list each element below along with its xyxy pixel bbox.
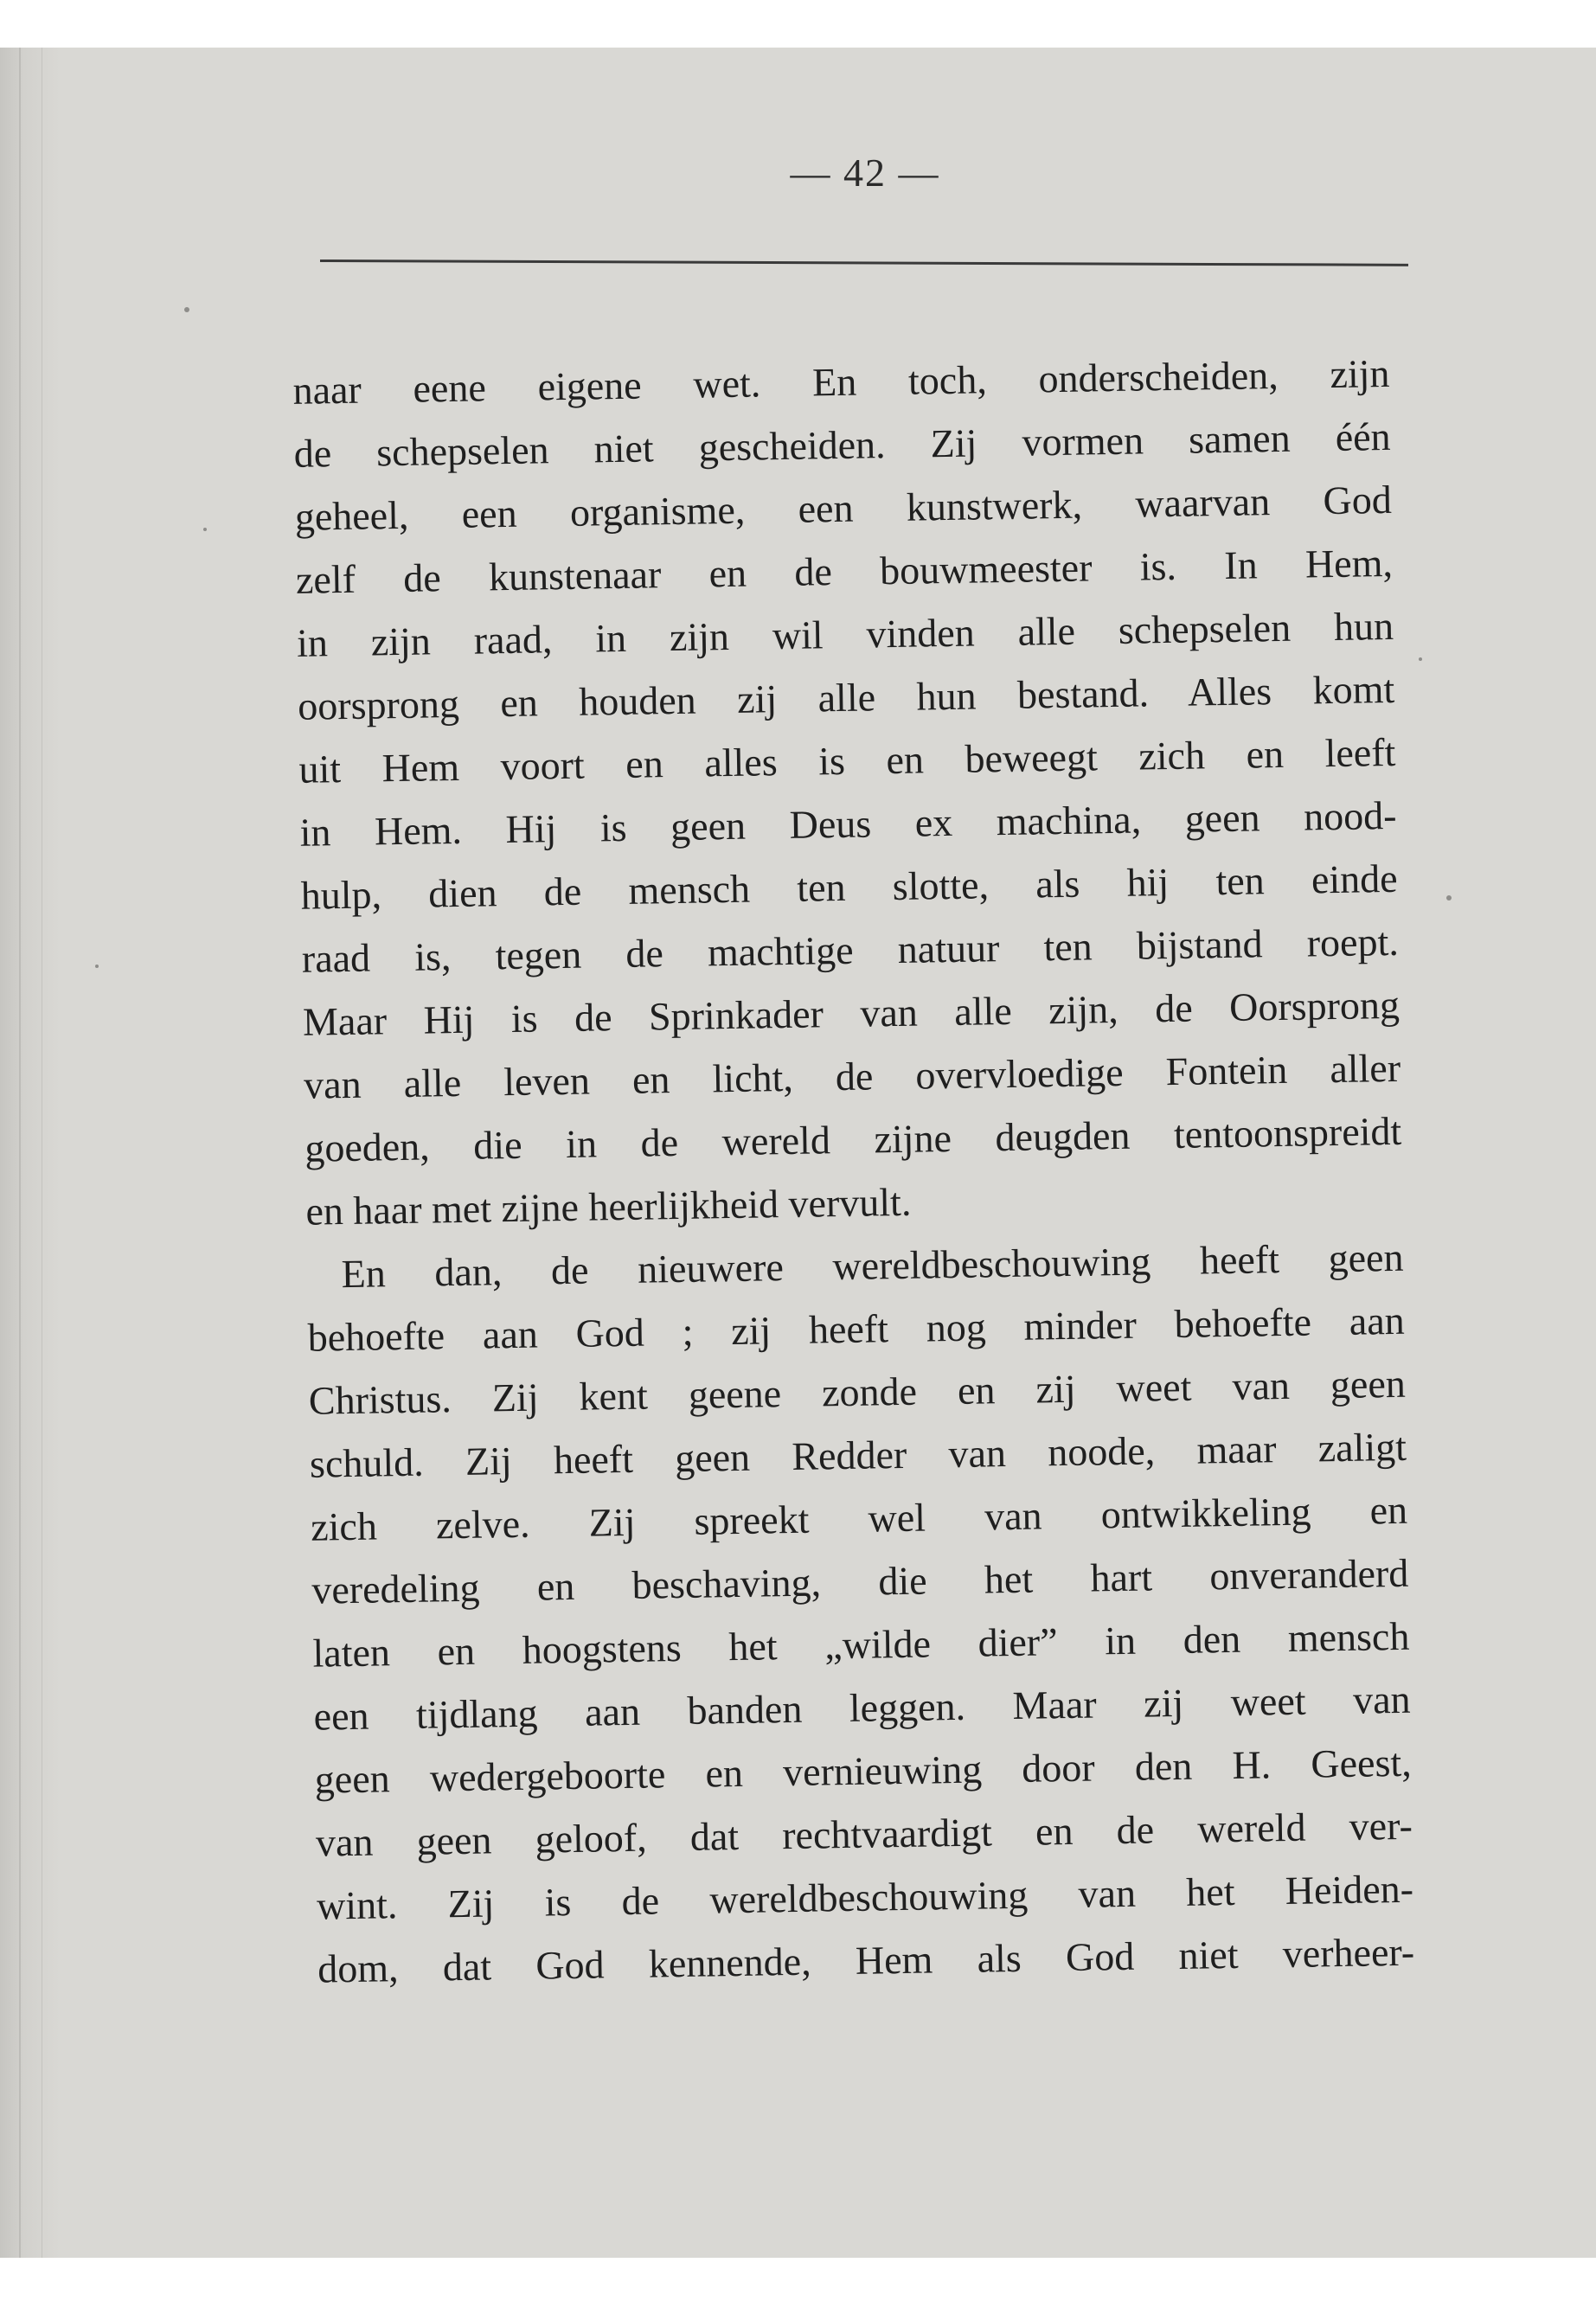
text-line: schuld. Zij heeft geen Redder van noode, maar zaligt [309, 1424, 1407, 1486]
text-line: dom, dat God kennende, Hem als God niet verheer- [317, 1929, 1415, 1991]
paper-speck [184, 307, 189, 312]
text-line: wint. Zij is de wereldbeschouwing van het Heiden- [316, 1866, 1414, 1928]
paper-speck [203, 528, 207, 531]
text-line: geen wedergeboorte en vernieuwing door den H. Geest, [314, 1740, 1413, 1802]
paper-speck [1419, 657, 1422, 661]
text-line: van alle leven en licht, de overvloedige Fontein aller [303, 1045, 1401, 1107]
book-spine-shadow [0, 48, 61, 2258]
text-line: een tijdlang aan banden leggen. Maar zij weet van [313, 1676, 1411, 1739]
spine-edge-line [19, 48, 21, 2258]
text-line: zich zelve. Zij spreekt wel van ontwikkeling en [310, 1487, 1408, 1549]
text-line: en haar met zijne heerlijkheid vervult. [305, 1179, 912, 1234]
text-line: hulp, dien de mensch ten slotte, als hij ten einde [300, 856, 1398, 918]
text-line: uit Hem voort en alles is en beweegt zich en leeft [298, 729, 1396, 792]
text-line: Maar Hij is de Sprinkader van alle zijn, de Oorsprong [302, 982, 1401, 1044]
text-line: in zijn raad, in zijn wil vinden alle schepselen hun [296, 603, 1394, 665]
text-line: Christus. Zij kent geene zonde en zij weet van geen [308, 1361, 1407, 1423]
text-line: van geen geloof, dat rechtvaardigt en de wereld ver- [315, 1803, 1413, 1865]
text-line: in Hem. Hij is geen Deus ex machina, geen nood- [299, 792, 1397, 855]
page-number: — 42 — [790, 151, 940, 195]
text-line: raad is, tegen de machtige natuur ten bijstand roept. [301, 919, 1400, 981]
text-line: naar eene eigene wet. En toch, onderscheiden, zijn [292, 350, 1390, 413]
text-line: En dan, de nieuwere wereldbeschouwing heeft geen [341, 1234, 1404, 1297]
text-line: de schepselen niet gescheiden. Zij vormen samen één [293, 413, 1391, 476]
paper-speck [1446, 895, 1452, 901]
text-line: oorsprong en houden zij alle hun bestand. Alles komt [297, 666, 1395, 728]
text-line: geheel, een organisme, een kunstwerk, waarvan God [294, 477, 1393, 539]
text-line: behoefte aan God ; zij heeft nog minder behoefte aan [307, 1298, 1406, 1360]
text-line: laten en hoogstens het „wilde dier” in den mensch [312, 1613, 1410, 1676]
text-line: veredeling en beschaving, die het hart onveranderd [311, 1550, 1409, 1612]
text-line: zelf de kunstenaar en de bouwmeester is. In Hem, [295, 540, 1394, 602]
text-line: goeden, die in de wereld zijne deugden tentoonspreidt [304, 1108, 1402, 1170]
paper-speck [95, 965, 99, 968]
